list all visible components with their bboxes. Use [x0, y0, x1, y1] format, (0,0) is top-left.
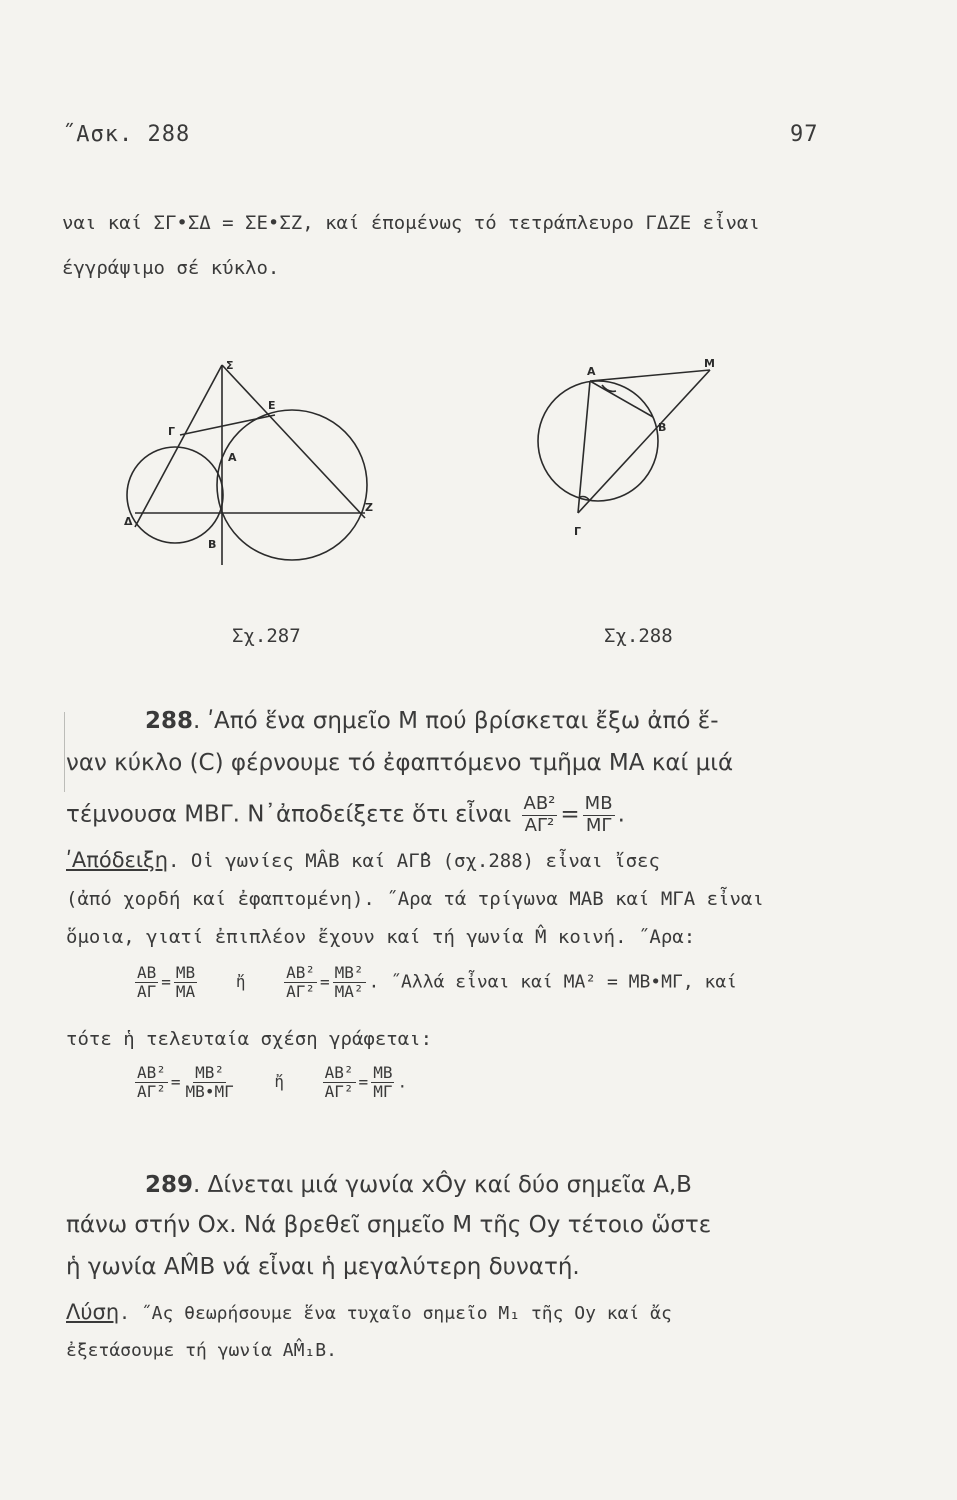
exercise-289-text: . Δίνεται μιά γωνία xÔy καί δύο σημεῖα Α,Β [193, 1172, 692, 1198]
fig287-label: Α [228, 451, 237, 464]
intro-line-1: ναι καί ΣΓ•ΣΔ = ΣΕ•ΣΖ, καί έπομένως τό τετράπλευρο ΓΔΖΕ εἶναι [62, 212, 760, 234]
or-word: ἤ [274, 1072, 284, 1092]
fraction [184, 1064, 236, 1102]
period: . [617, 801, 625, 828]
exercise-289-line-2: πάνω στήν Οx. Νά βρεθεῖ σημεῖο Μ τῆς Οy τέτοιο ὥστε [66, 1212, 712, 1238]
intro-line-2: έγγράψιμο σέ κύκλο. [62, 257, 280, 279]
fraction [583, 794, 615, 836]
fraction-numerator: ΜΒ [175, 963, 196, 982]
fig288-tangent-ma [590, 370, 710, 381]
fraction-denominator: ΑΓ² [524, 814, 555, 836]
fig287-label: Ζ [365, 501, 373, 514]
fraction-numerator: ΑΒ [137, 963, 157, 982]
equals-sign: = [161, 972, 171, 992]
fraction-denominator: ΑΓ² [137, 1082, 166, 1102]
exercise-288-line-1 [145, 708, 719, 734]
fig288-chord-ag [578, 381, 590, 513]
fraction [135, 964, 158, 1002]
figure-287-caption: Σχ.287 [232, 625, 301, 647]
fraction [284, 964, 317, 1002]
fraction-numerator: ΑΒ² [137, 1063, 166, 1082]
fig287-line-sigma-delta [135, 365, 222, 527]
proof-text: . ˝Αλλά εἶναι καί ΜΑ² = ΜΒ•ΜΓ, καί [368, 971, 738, 993]
fig288-label: Β [658, 421, 667, 434]
fig288-circle [538, 381, 658, 501]
fig287-label: Δ [124, 515, 133, 528]
fraction-denominator: ΜΓ [585, 814, 612, 836]
fraction [333, 964, 366, 1002]
equals-sign: = [170, 1072, 181, 1092]
proof-equation-row-1 [132, 964, 737, 1002]
fraction-numerator: ΜΒ² [334, 963, 364, 982]
fraction [174, 964, 197, 1002]
fraction-denominator: ΑΓ² [324, 1082, 354, 1102]
fig287-large-circle [217, 410, 367, 560]
proof-line-1 [66, 848, 660, 872]
equals-sign: = [358, 1072, 369, 1092]
exercise-289-line-3: ἡ γωνία ΑM̂Β νά εἶναι ἡ μεγαλύτερη δυνατή. [66, 1254, 580, 1280]
figure-288 [530, 355, 730, 555]
proof-title: ʹΑπόδειξη [66, 848, 169, 872]
fig288-secant-mbg [578, 370, 710, 513]
figure-287 [120, 355, 380, 595]
exercise-289-number: 289 [145, 1172, 194, 1198]
fig287-line-sigma-zeta [222, 365, 365, 518]
fraction-numerator: ΑΒ² [286, 963, 315, 982]
margin-mark [64, 712, 65, 792]
proof-text: . Οἱ γωνίες ΜÂΒ καί ΑΓ̂Β (σχ.288) εἶναι ἴσες [168, 850, 660, 872]
fraction-numerator: ΜΒ [373, 1063, 393, 1082]
fraction [371, 1064, 394, 1102]
fraction [522, 794, 558, 836]
page-header-exercise: ˝Ασκ. 288 [62, 122, 191, 147]
fig288-label: Μ [704, 357, 715, 370]
figure-288-caption: Σχ.288 [604, 625, 673, 647]
or-word: ἤ [235, 972, 246, 992]
fig288-label: Γ [574, 525, 582, 538]
proof-line-2: (ἀπό χορδή καί ἐφαπτομένη). ˝Αρα τά τρίγωνα ΜΑΒ καί ΜΓΑ εἶναι [66, 888, 764, 910]
exercise-288-line-3 [66, 794, 625, 836]
exercise-289-line-1 [145, 1172, 692, 1198]
fig287-label: Σ [226, 359, 234, 372]
fraction-numerator: ΜΒ [584, 793, 613, 814]
fraction-numerator: ΑΒ² [523, 793, 556, 814]
solution-line-1 [66, 1300, 672, 1324]
solution-title: Λύση [66, 1300, 120, 1324]
fraction-denominator: ΜΑ² [334, 982, 364, 1002]
fraction-numerator: ΑΒ² [324, 1063, 354, 1082]
proof-equation-row-2 [132, 1064, 407, 1102]
fig287-label: Β [208, 538, 217, 551]
exercise-288-number: 288 [145, 708, 194, 734]
fig287-label: Ε [268, 399, 276, 412]
fig288-angle-mark-a [602, 385, 616, 391]
exercise-288-line-2: ναν κύκλο (C) φέρνουμε τό ἐφαπτόμενο τμῆμα ΜΑ καί μιά [66, 750, 734, 776]
solution-text: . ˝Ας θεωρήσουμε ἕνα τυχαῖο σημεῖο Μ₁ τῆς Οy καί ἄς [119, 1303, 672, 1324]
fraction-denominator: ΜΓ [373, 1082, 393, 1102]
fraction-numerator: ΜΒ² [195, 1063, 225, 1082]
exercise-288-text: . ʹΑπό ἕνα σημεῖο Μ πού βρίσκεται ἔξω ἀπό ἕ- [193, 708, 719, 734]
page-number: 97 [790, 122, 819, 147]
fraction-denominator: ΑΓ² [286, 982, 315, 1002]
fraction [323, 1064, 356, 1102]
fraction [135, 1064, 168, 1102]
fig288-label: Α [587, 365, 596, 378]
solution-line-2: ἐξετάσουμε τή γωνία ΑM̂₁Β. [66, 1340, 337, 1361]
exercise-288-text: τέμνουσα ΜΒΓ. Ν᾿ἀποδείξετε ὅτι εἶναι [66, 801, 512, 828]
equals-sign: = [320, 972, 330, 992]
fig287-small-circle [127, 447, 223, 543]
fraction-denominator: ΜΑ [175, 982, 196, 1002]
period: . [397, 1072, 408, 1092]
fraction-denominator: ΑΓ [137, 982, 157, 1002]
fraction-denominator: ΜΒ•ΜΓ [185, 1082, 234, 1102]
proof-line-5: τότε ἡ τελευταία σχέση γράφεται: [66, 1028, 433, 1050]
proof-line-3: ὅμοια, γιατί ἐπιπλέον ἔχουν καί τή γωνία M̂ κοινή. ˝Αρα: [66, 926, 696, 948]
equals-sign: = [560, 801, 580, 828]
fig287-label: Γ [168, 425, 176, 438]
